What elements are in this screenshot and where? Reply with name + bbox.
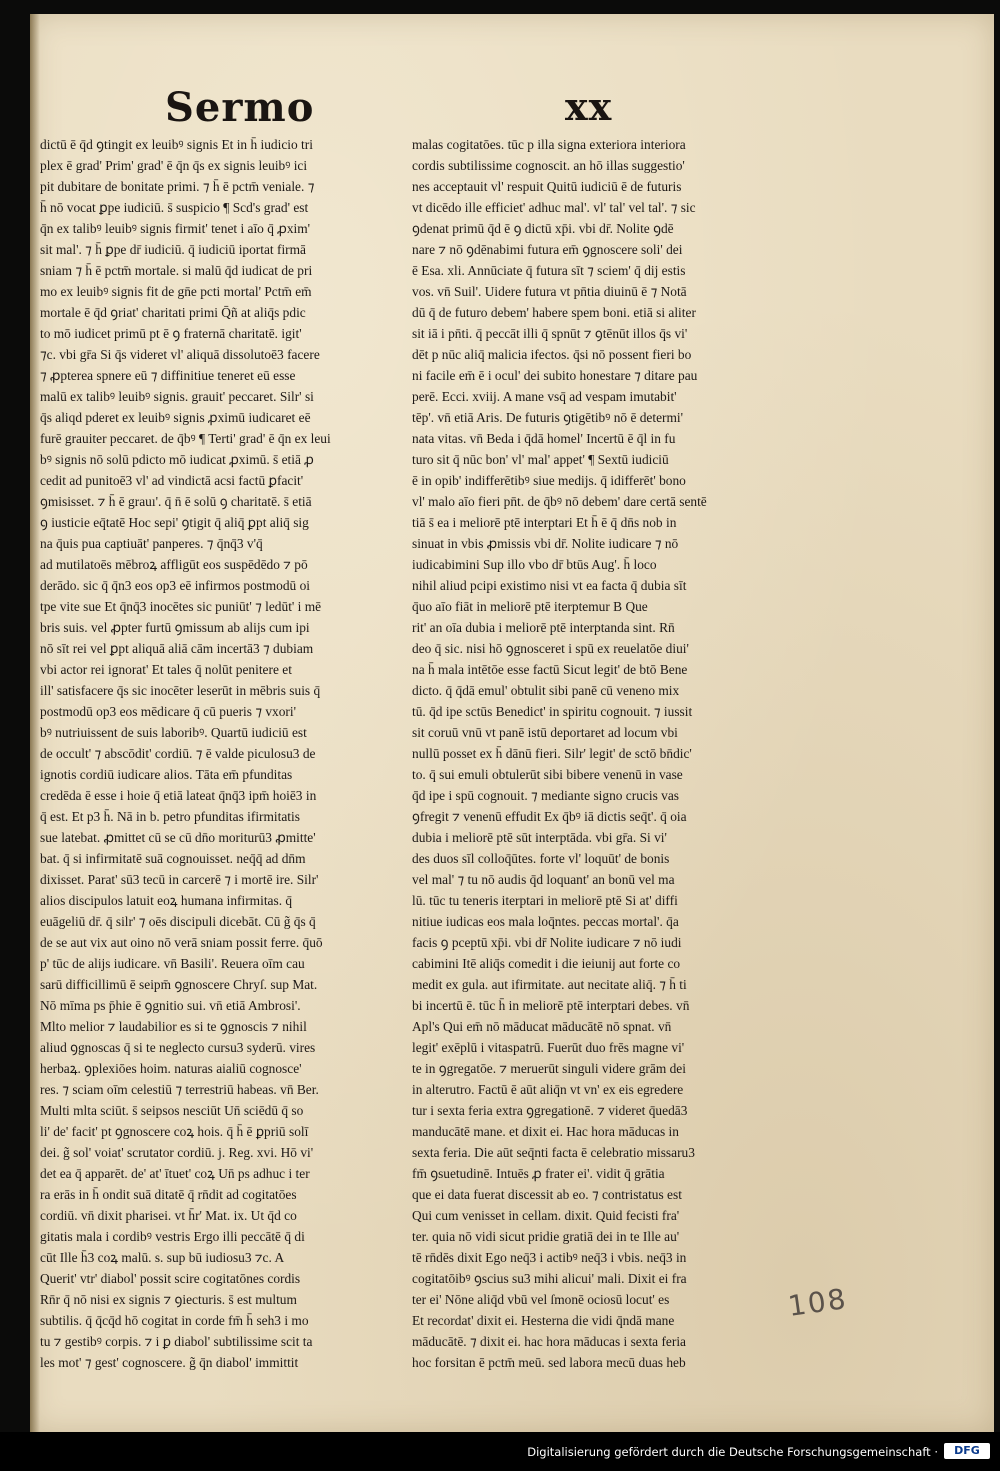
text-line: sexta feria. Die aūt seq̄nti facta ē celebratio missaru3 — [412, 1145, 695, 1160]
text-line: de se aut vix aut oino nō verā sniam possit ferre. q̄uō — [40, 935, 323, 950]
text-line: vbi actor rei ignorat' Et tales q̄ nolūt penitere et — [40, 662, 292, 677]
text-line: nitiue iudicas eos mala loq̄ntes. peccas mortal'. q̄a — [412, 914, 679, 929]
text-line: h̄ nō vocat ꝑpe iudiciū. s̄ suspicio ¶ Scd's grad' est — [40, 200, 309, 215]
dfg-logo: DFG — [944, 1443, 990, 1459]
text-line: vel mal' ⁊ tu nō audis q̄d loquant' an bonū vel ma — [412, 872, 675, 887]
text-line: tē rn̄dēs dixit Ego neq̄3 i actibꝰ neq̄3 i vbis. neq̄3 in — [412, 1250, 687, 1265]
text-line: iudicabimini Sup illo vbo dr̄ btūs Aug'. h̄ loco — [412, 557, 657, 572]
text-line: que ei data fuerat discessit ab eo. ⁊ contristatus est — [412, 1187, 682, 1202]
footer-credit-text: Digitalisierung gefördert durch die Deutsche Forschungsgemeinschaft · — [527, 1445, 938, 1459]
text-line: legit' exēplū i vitaspatrū. Fuerūt duo frēs magne vi' — [412, 1040, 685, 1055]
text-line: derādo. sic q̄ q̄n3 eos op3 eē infirmos postmodū oi — [40, 578, 311, 593]
text-line: bi incertū ē. tūc h̄ in meliorē ptē interptari debes. vn̄ — [412, 998, 690, 1013]
text-line: alios discipulos latuit eoꝝ humana infirmitas. q̄ — [40, 893, 293, 908]
text-line: sniam ⁊ h̄ ē pctm̄ mortale. si malū q̄d iudicat de pri — [40, 263, 313, 278]
text-line: ē in opib' indifferētibꝰ siue medijs. q̄ idifferēt' bono — [412, 473, 686, 488]
text-line: res. ⁊ sciam oīm celestiū ⁊ terrestriū habeas. vn̄ Ber. — [40, 1082, 319, 1097]
text-line: gitatis mala i cordibꝰ vestris Ergo illi peccātē q̄ di — [40, 1229, 305, 1244]
text-line: Apl's Qui em̄ nō māducat māducātē nō spnat. vn̄ — [412, 1019, 672, 1034]
text-line: to. q̄ sui emuli obtulerūt sibi bibere venenū in vase — [412, 767, 683, 782]
text-line: Querit' vtr' diabol' possit scire cogitatōnes cordis — [40, 1271, 301, 1286]
text-line: tur i sexta feria extra ꝯgregationē. ⁊ videret q̄uedā3 — [412, 1103, 688, 1118]
text-line: cūt Ille h̄3 coꝝ malū. s. sup bū iudiosu3 ⁊c. A — [40, 1250, 285, 1265]
text-line: dicto. q̄ q̄dā emul' obtulit sibi panē cū veneno mix — [412, 683, 680, 698]
text-line: des duos sīl colloq̄ūtes. forte vl' loquūt' de bonis — [412, 851, 670, 866]
text-line: aliud ꝯgnoscas q̄ si te neglecto cursu3 syderū. vires — [40, 1040, 316, 1055]
running-head-right: xx — [565, 84, 613, 129]
binding-gutter — [30, 14, 40, 1432]
text-line: q̄ est. Et p3 h̄. Nā in b. petro pfunditas ifirmitatis — [40, 809, 300, 824]
text-line: rit' an oīa dubia i meliorē ptē interptanda sint. Rn̄ — [412, 620, 675, 635]
text-line: malas cogitatōes. tūc p illa signa exteriora interiora — [412, 137, 686, 152]
text-line: cedit ad punitoē3 vl' ad vindictā acsi factū ꝑfacit' — [40, 473, 304, 488]
text-line: cabimini Itē aliq̄s comedit i die ieiunij aut forte co — [412, 956, 681, 971]
text-line: dixisset. Parat' sū3 tecū in carcerē ⁊ i mortē ire. Silr' — [40, 872, 319, 887]
text-line: ꝯdenat primū q̄d ē ꝯ dictū xp̄i. vbi dr̄. Nolite ꝯdē — [412, 221, 674, 236]
text-line: Et recordat' dixit ei. Hesterna die vidi q̄ndā mane — [412, 1313, 675, 1328]
running-head-left: Sermo — [165, 84, 315, 131]
text-line: facis ꝯ pceptū xp̄i. vbi dr̄ Nolite iudicare ⁊ nō iudi — [412, 935, 682, 950]
text-line: furē grauiter peccaret. de q̄bꝰ ¶ Terti' grad' ē q̄n ex leui — [40, 431, 331, 446]
text-line: medit ex gula. aut ifirmitate. aut necitate aliq̄. ⁊ h̄ ti — [412, 977, 687, 992]
text-line: ꝯmisisset. ⁊ h̄ ē grauı'. q̄ n̄ ē solū ꝯ charitatē. s̄ etiā — [40, 494, 312, 509]
text-line: nihil aliud pcipi existimo nisi vt ea facta q̄ dubia sīt — [412, 578, 687, 593]
manuscript-page — [30, 14, 994, 1432]
text-line: q̄d ipe i spū cognouit. ⁊ mediante signo crucis vas — [412, 788, 679, 803]
text-line: cordiū. vn̄ dixit pharisei. vt h̄r' Mat. ix. Ut q̄d co — [40, 1208, 297, 1223]
text-line: tū. q̄d ipe sctūs Benedict' in spiritu cognouit. ⁊ iussit — [412, 704, 693, 719]
text-line: credēda ē esse i hoie q̄ etiā lateat q̄nq̄3 ipm̄ hoiē3 in — [40, 788, 317, 803]
text-line: dei. g̃ sol' voiat' scrutator cordiū. j. Reg. xvi. Hō vi' — [40, 1145, 314, 1160]
text-line: euāgeliū dr̄. q̄ silr' ⁊ oēs discipuli dicebāt. Cū g̃ q̄s q̄ — [40, 914, 316, 929]
text-line: bat. q̄ si infirmitatē suā cognouisset. neq̄q̄ ad dn̄m — [40, 851, 306, 866]
text-line: nes acceptauit vl' respuit Quitū iudiciū ē de futuris — [412, 179, 682, 194]
text-line: sit coruū vnū vt panē istū deportaret ad locum vbi — [412, 725, 678, 740]
text-line: nullū posset ex h̄ dānū fieri. Silr' legit' de sctō bn̄dic' — [412, 746, 692, 761]
text-line: lū. tūc tu teneris iterptari in meliorē ptē Si at' diffi — [412, 893, 678, 908]
text-line: ter. quia nō vidi sicut pridie gratiā dei in te Ille au' — [412, 1229, 680, 1244]
text-line: sue latebat. ꝓmittet cū se cū dn̄o moriturū3 ꝓmitte' — [40, 830, 316, 845]
text-line: les mot' ⁊ gest' cognoscere. g̃ q̄n diabol' immittit — [40, 1355, 299, 1370]
text-line: bris suis. vel ꝓpter furtū ꝯmissum ab alijs cum ipi — [40, 620, 310, 635]
text-column-right — [412, 134, 772, 1373]
text-line: dictū ē q̄d ꝯtingit ex leuibꝰ signis Et in h̄ iudicio tri — [40, 137, 313, 152]
text-line: bꝰ signis nō solū pdicto mō iudicat ꝓximū. s̄ etiā ꝓ — [40, 452, 314, 467]
text-line: vos. vn̄ Suil'. Uidere futura vt pn̄tia diuinū ē ⁊ Notā — [412, 284, 687, 299]
text-line: mo ex leuibꝰ signis fit de gn̄e pcti mortal' Pctm̄ em̄ — [40, 284, 312, 299]
text-line: manducātē mane. et dixit ei. Hac hora māducas in — [412, 1124, 679, 1139]
text-line: ē Esa. xli. Annūciate q̄ futura sīt ⁊ sciem' q̄ dij estis — [412, 263, 686, 278]
text-line: na h̄ mala intētōe esse factū Sicut legit' de btō Bene — [412, 662, 688, 677]
text-line: herbaꝝ. ꝯplexiōes hoim. naturas aialiū cognosce' — [40, 1061, 302, 1076]
text-line: Qui cum venisset in cellam. dixit. Quid fecisti fra' — [412, 1208, 680, 1223]
text-line: cordis subtilissime cognoscit. an hō illas suggestio' — [412, 158, 685, 173]
text-line: sit mal'. ⁊ h̄ ꝑpe dr̄ iudiciū. q̄ iudiciū iportat firmā — [40, 242, 306, 257]
text-line: tēp'. vn̄ etiā Aris. De futuris ꝯtigētibꝰ nō ē determi' — [412, 410, 684, 425]
text-line: nō sīt rei vel ꝑpt aliquā aliā cām incertā3 ⁊ dubiam — [40, 641, 314, 656]
text-line: nata vitas. vn̄ Beda i q̄dā homel' Incertū ē q̄l in fu — [412, 431, 676, 446]
text-line: ter ei' Nōne aliq̄d vbū vel ſmonē ociosū locut' es — [412, 1292, 670, 1307]
text-line: sinuat in vbis ꝓmissis vbi dr̄. Nolite iudicare ⁊ nō — [412, 536, 679, 551]
text-line: sit iā i pn̄ti. q̄ peccāt illi q̄ spnūt ⁊ ꝯtēnūt illos q̄s vi' — [412, 326, 688, 341]
text-line: Rn̄r q̄ nō nisi ex signis ⁊ ꝯiecturis. s̄ est multum — [40, 1292, 297, 1307]
text-line: tiā s̄ ea i meliorē ptē interptari Et h̄ ē q̄ dn̄s nob in — [412, 515, 677, 530]
text-line: ad mutilatoēs mēbroꝝ affligūt eos suspēdēdo ⁊ pō — [40, 557, 308, 572]
text-line: turo sit q̄ nūc bon' vl' mal' appet' ¶ Sextū iudiciū — [412, 452, 669, 467]
text-line: det ea q̄ apparēt. de' at' ītuet' coꝝ Un̄ ps adhuc i ter — [40, 1166, 310, 1181]
text-line: tu ⁊ gestibꝰ corpis. ⁊ i ꝑ diabol' subtilissime scit ta — [40, 1334, 313, 1349]
text-column-left — [40, 134, 390, 1373]
text-line: ꝯ iusticie eq̄tatē Hoc sepi' ꝯtigit q̄ aliq̄ ꝑpt aliq̄ sig — [40, 515, 309, 530]
text-line: li' de' facit' pt ꝯgnoscere coꝝ hois. q̄ h̄ ē ꝑpriū solī — [40, 1124, 309, 1139]
text-line: dubia i meliorē ptē sūt interptāda. vbi gr̄a. Si vi' — [412, 830, 667, 845]
text-line: pit dubitare de bonitate primi. ⁊ h̄ ē pctm̄ veniale. ⁊ — [40, 179, 315, 194]
text-line: na q̄uis pua captiuāt' panperes. ⁊ q̄nq̄3 v'q̄ — [40, 536, 263, 551]
text-line: vt dicēdo ille efficiet' adhuc mal'. vl' tal' vel tal'. ⁊ sic — [412, 200, 696, 215]
text-line: deo q̄ sic. nisi hō ꝯgnosceret i spū ex reuelatōe diui' — [412, 641, 689, 656]
text-line: q̄s aliqd pderet ex leuibꝰ signis ꝓximū iudicaret eē — [40, 410, 311, 425]
text-line: Nō mīma ps p̄hie ē ꝯgnitio sui. vn̄ etiā Ambrosi'. — [40, 998, 301, 1013]
handwritten-folio-number: 108 — [785, 1282, 850, 1323]
text-line: plex ē grad' Prim' grad' ē q̄n q̄s ex signis leuibꝰ ici — [40, 158, 308, 173]
text-line: ꝯfregit ⁊ venenū effudit Ex q̄bꝰ iā dictis seq̄t'. q̄ oia — [412, 809, 687, 824]
text-line: ra erās in h̄ ondit suā ditatē q̄ rn̄dit ad cogitatōes — [40, 1187, 297, 1202]
text-line: cogitatōibꝰ ꝯscius su3 mihi alicui' mali. Dixit ei fra — [412, 1271, 687, 1286]
text-line: dēt p nūc aliq̄ malicia ifectos. q̄si nō possent fieri bo — [412, 347, 692, 362]
text-line: de occult' ⁊ abscōdit' cordiū. ⁊ ē valde piculosu3 de — [40, 746, 316, 761]
text-line: ⁊ ꝓpterea spnere eū ⁊ diffinitiue teneret eū esse — [40, 368, 296, 383]
text-line: to mō iudicet primū pt ē ꝯ fraternā charitatē. igit' — [40, 326, 302, 341]
text-line: malū ex talibꝰ leuibꝰ signis. grauit' peccaret. Silr' si — [40, 389, 314, 404]
text-line: q̄n ex talibꝰ leuibꝰ signis firmit' tenet i aīo q̄ ꝓxim' — [40, 221, 311, 236]
text-line: te in ꝯgregatōe. ⁊ meruerūt singuli videre grām dei — [412, 1061, 686, 1076]
text-line: sarū difficillimū ē seipm̄ ꝯgnoscere Chryſ. sup Mat. — [40, 977, 318, 992]
text-line: ill' satisfacere q̄s sic inocēter leserūt in mēbris suis q̄ — [40, 683, 321, 698]
text-line: ⁊c. vbi gr̄a Si q̄s videret vl' aliquā dissolutoē3 facere — [40, 347, 320, 362]
text-line: q̄uo aīo fiāt in meliorē ptē iterptemur B Que — [412, 599, 648, 614]
text-line: Mlto melior ⁊ laudabilior es si te ꝯgnoscis ⁊ nihil — [40, 1019, 307, 1034]
text-line: postmodū op3 eos mēdicare q̄ cū pueris ⁊ vxori' — [40, 704, 296, 719]
footer-bar — [0, 1432, 1000, 1471]
text-line: ignotis cordiū iudicare alios. Tāta em̄ pfunditas — [40, 767, 293, 782]
text-line: vl' malo aīo fieri pn̄t. de q̄bꝰ nō debem' dare certā sentē — [412, 494, 707, 509]
text-line: tpe vite sue Et q̄nq̄3 inocētes sic puniūt' ⁊ ledūt' i mē — [40, 599, 322, 614]
text-line: dū q̄ de futuro debem' habere spem boni. etiā si aliter — [412, 305, 696, 320]
text-line: hoc forsitan ē pctm̄ meū. sed labora mecū duas heb — [412, 1355, 686, 1370]
text-line: nare ⁊ nō ꝯdēnabimi futura em̄ ꝯgnoscere soli' dei — [412, 242, 683, 257]
text-line: Multi mlta sciūt. s̄ seipsos nesciūt Un̄ sciēdū q̄ so — [40, 1103, 304, 1118]
text-line: bꝰ nutriuissent de suis laboribꝰ. Quartū iudiciū est — [40, 725, 307, 740]
text-line: p' tūc de alijs iudicare. vn̄ Basili'. Reuera oīm cau — [40, 956, 305, 971]
text-line: ni facile em̄ ē i ocul' dei subito honestare ⁊ ditare pau — [412, 368, 698, 383]
text-line: perē. Ecci. xviij. A mane vsq̄ ad vespam imutabit' — [412, 389, 677, 404]
text-line: subtilis. q̄ q̄cq̄d hō cogitat in corde fm̄ h̄ seh3 i mo — [40, 1313, 309, 1328]
text-line: fm̄ ꝯsuetudinē. Intuēs ꝓ frater ei'. vidit q̄ grātia — [412, 1166, 665, 1181]
text-line: mortale ē q̄d ꝯriat' charitati primi Q̄ñ at aliq̄s pdic — [40, 305, 306, 320]
text-line: māducātē. ⁊ dixit ei. hac hora māducas i sexta feria — [412, 1334, 686, 1349]
text-line: in alterutro. Factū ē aūt aliq̄n vt vn' ex eis egredere — [412, 1082, 684, 1097]
